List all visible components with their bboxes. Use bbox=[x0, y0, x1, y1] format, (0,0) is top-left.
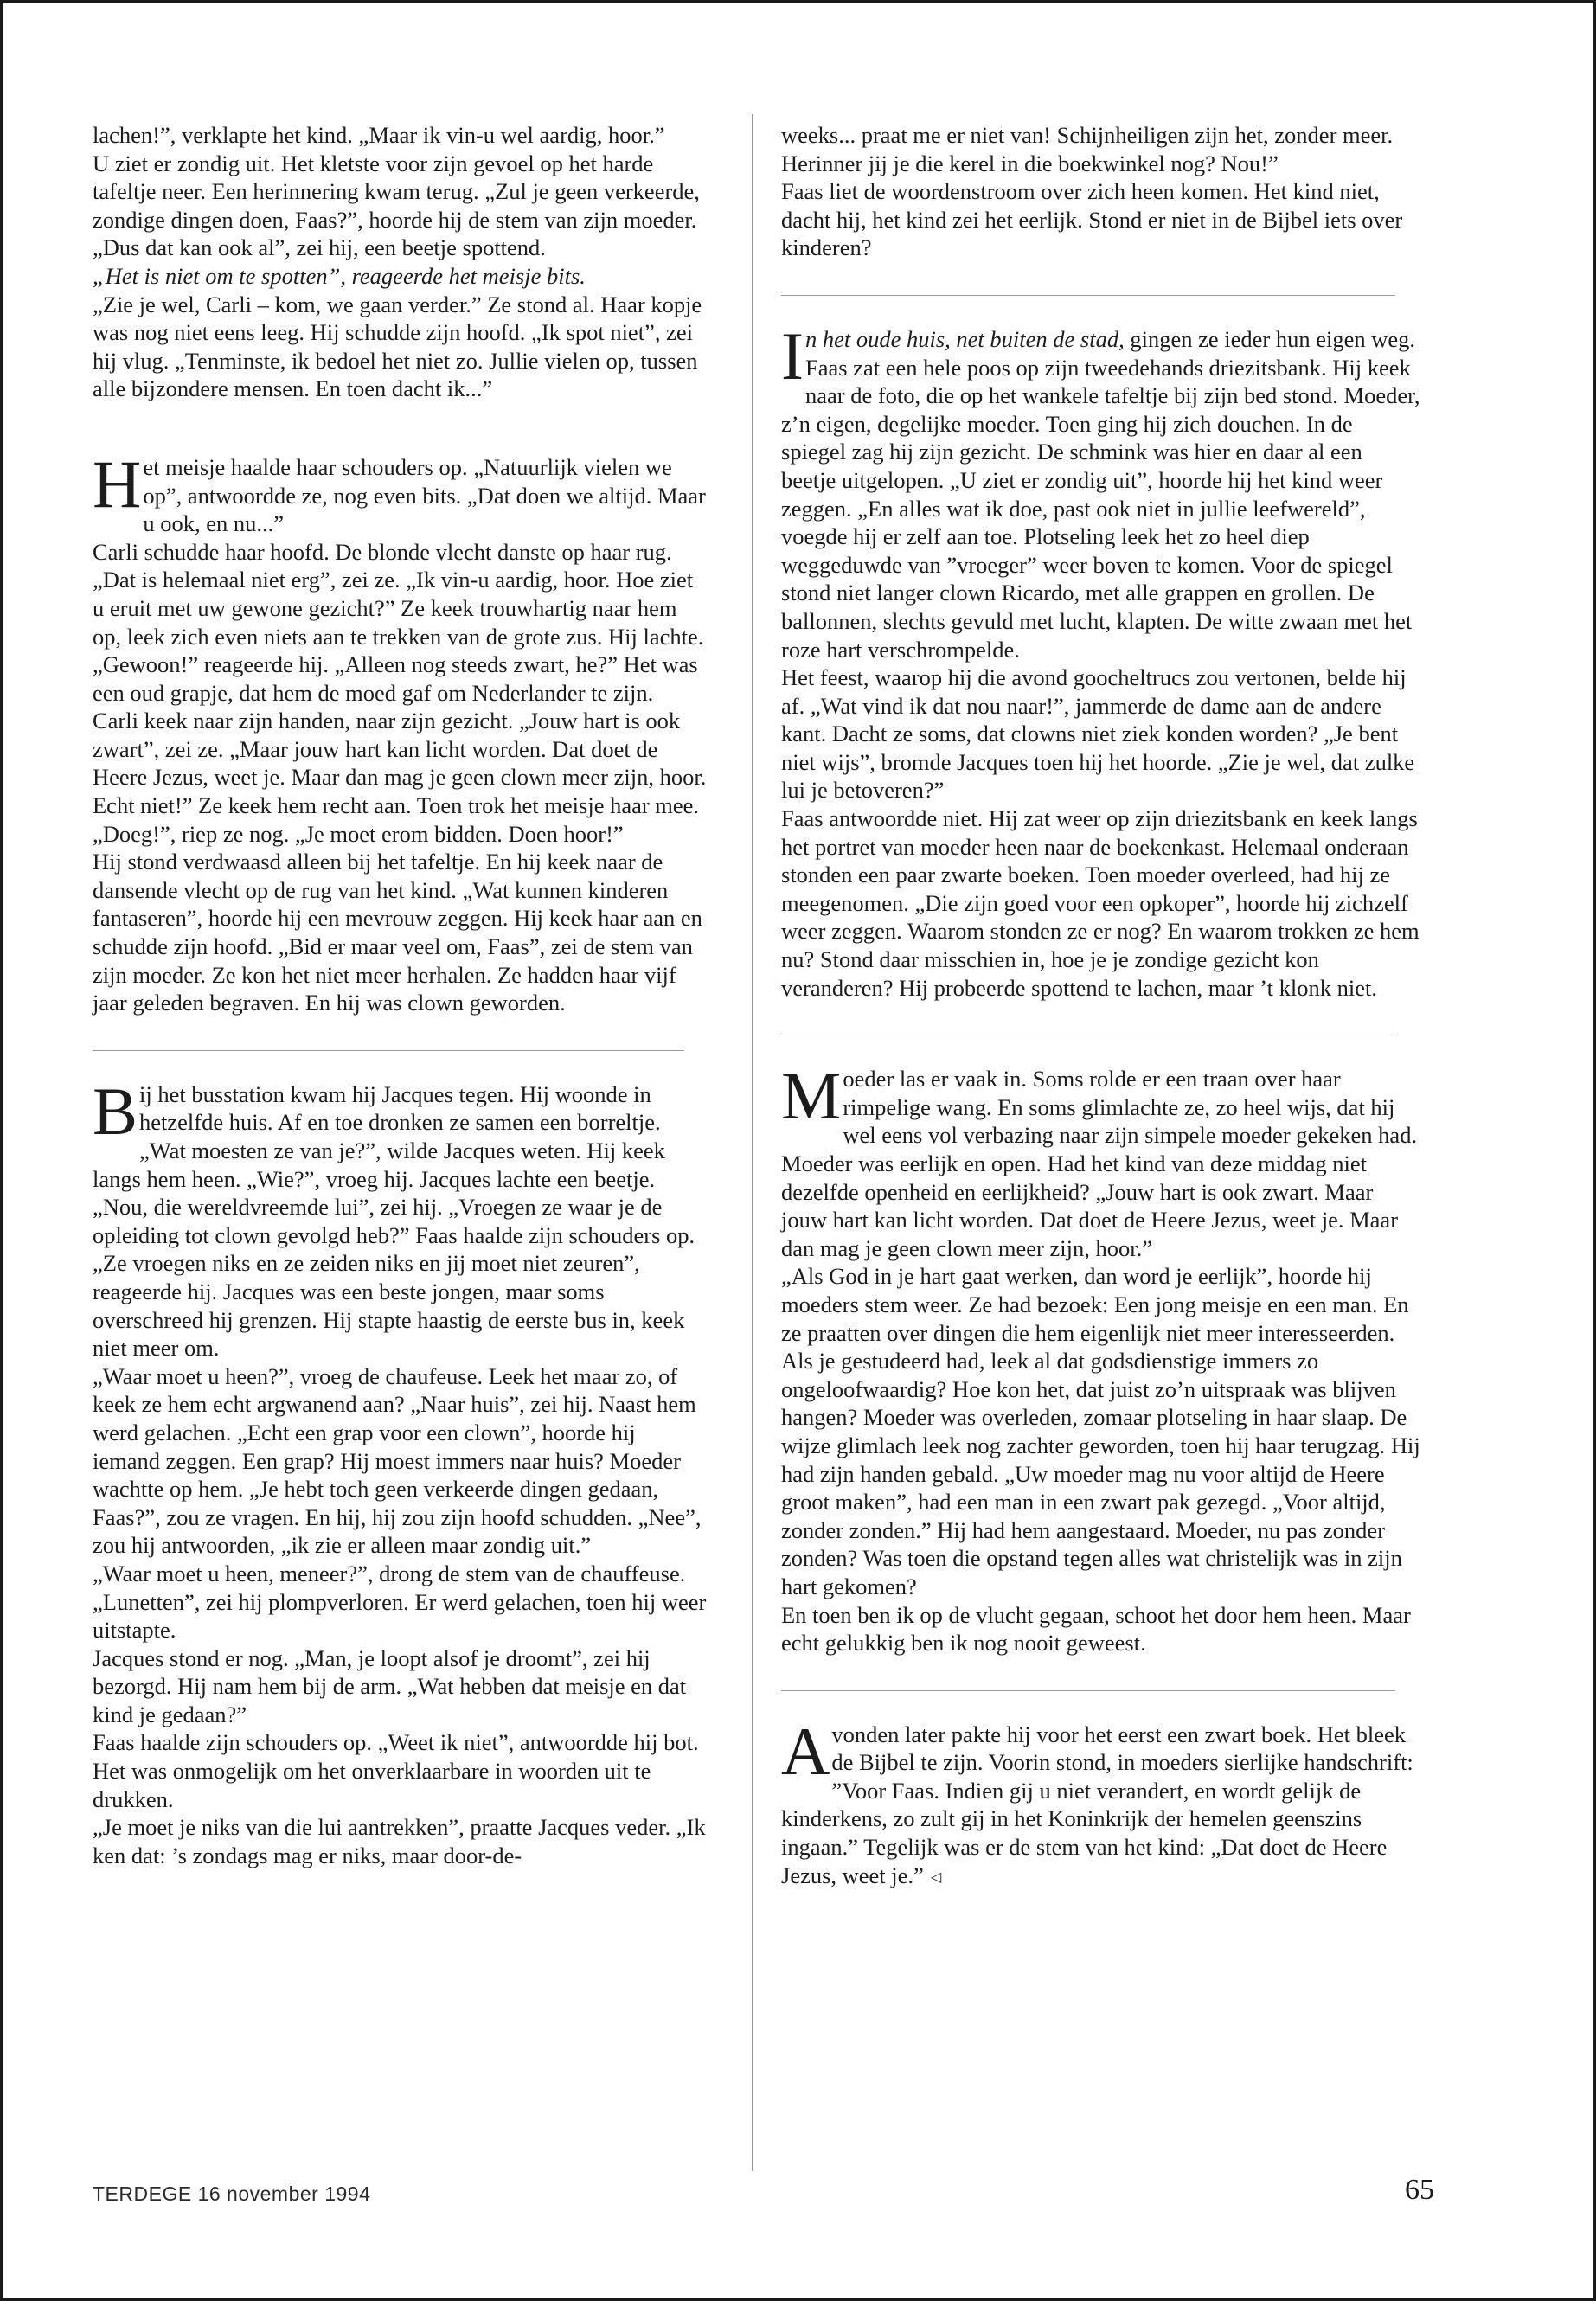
section-paragraph: Faas haalde zijn schouders op. „Weet ik niet”, antwoordde hij bot. Het was onmogelijk om het onverklaarbare in woorden uit te drukken. bbox=[93, 1729, 699, 1812]
end-triangle-icon: ◁ bbox=[930, 1869, 942, 1885]
section-m bbox=[781, 1058, 1421, 1657]
section-paragraph: En toen ben ik op de vlucht gegaan, schoot het door hem heen. Maar echt gelukkig ben ik nog nooit geweest. bbox=[781, 1601, 1411, 1657]
publication-footer: TERDEGE 16 november 1994 bbox=[93, 2182, 371, 2205]
drop-cap: A bbox=[781, 1713, 830, 1789]
section-separator bbox=[781, 1690, 1395, 1691]
section-paragraph: „Als God in je hart gaat werken, dan word je eerlijk”, hoorde hij moeders stem weer. Ze had bezoek: Een jong meisje en een man. En ze praatten over dingen die hem eigenlijk niet meer interesseerden. Als je gestudeerd had, leek al dat godsdienstige immers zo ongeloofwaardig? Hoe kon het, dat juist zo’n uitspraak was blijven hangen? Moeder was overleden, zomaar plotseling in haar slaap. De wijze glimlach leek nog zachter geworden, toen hij haar terugzag. Hij had zijn handen gebald. „Uw moeder mag nu voor altijd de Heere groot maken”, had een man in een zwart pak gezegd. „Voor altijd, zonder zonden.” Hij had hem aangestaard. Moeder, nu pas zonder zonden? Was toen die opstand tegen alles wat christelijk was in zijn hart gekomen? bbox=[781, 1263, 1420, 1599]
drop-cap: H bbox=[93, 445, 142, 522]
section-paragraph: Jacques stond er nog. „Man, je loopt alsof je droomt”, zei hij bezorgd. Hij nam hem bij de arm. „Wat hebben dat meisje en dat kind je gedaan?” bbox=[93, 1644, 687, 1727]
left-paragraph: „Dus dat kan ook al”, zei hij, een beetje spottend. bbox=[93, 234, 546, 261]
section-h bbox=[93, 445, 708, 1017]
section-paragraph: gingen ze ieder hun eigen weg. Faas zat een hele poos op zijn tweedehands driezitsbank. Hij keek naar de foto, die op het wankele tafeltje bij zijn bed stond. Moeder, z’n eigen, degelijke moeder. Toen ging hij zich douchen. In de spiegel zag hij zijn gezicht. De schmink was hier en daar al een beetje uitgelopen. „U ziet er zondig uit”, hoorde hij het kind weer zeggen. „En alles wat ik doe, past ook niet in jullie leefwereld”, voegde hij er zelf aan toe. Plotseling leek het zo heel diep weggeduwde van ”vroeger” weer boven te komen. Voor de spiegel stond niet langer clown Ricardo, met alle grappen en grollen. De ballonnen, slechts gevuld met lucht, klapten. De witte zwaan met het roze hart verschrompelde. bbox=[781, 325, 1420, 663]
column-divider bbox=[752, 114, 753, 2171]
drop-cap: I bbox=[781, 317, 804, 394]
section-a bbox=[781, 1713, 1421, 1893]
right-paragraph: Faas liet de woordenstroom over zich heen komen. Het kind niet, dacht hij, het kind zei het eerlijk. Stond er niet in de Bijbel iets over kinderen? bbox=[781, 178, 1403, 261]
section-paragraph: Carli schudde haar hoofd. De blonde vlecht danste op haar rug. „Dat is helemaal niet erg”, zei ze. „Ik vin-u aardig, hoor. Hoe ziet u eruit met uw gewone gezicht?” Ze keek trouwhartig naar hem op, leek zich even niets aan te trekken van de grote zus. Hij lachte. „Gewoon!” reageerde hij. „Alleen nog steeds zwart, he?” Het was een oud grapje, dat hem de moed gaf om Nederlander te zijn. bbox=[93, 538, 704, 706]
left-column bbox=[93, 121, 708, 1869]
section-separator bbox=[93, 1050, 684, 1051]
section-paragraph: „Lunetten”, zei hij plompverloren. Er werd gelachen, toen hij weer uitstapte. bbox=[93, 1588, 707, 1644]
section-paragraph: „Waar moet u heen?”, vroeg de chaufeuse. Leek het maar zo, of keek ze hem echt argwanend aan? „Naar huis”, zei hij. Naast hem werd gelachen. „Echt een grap voor een clown”, hoorde hij iemand zeggen. Een grap? Hij moest immers naar huis? Moeder wachtte op hem. „Je hebt toch geen verkeerde dingen gedaan, Faas?”, zou ze vragen. En hij, hij zou zijn hoofd schudden. „Nee”, zou hij antwoorden, „ik zie er alleen maar zondig uit.” bbox=[93, 1362, 702, 1559]
left-paragraph: „Zie je wel, Carli – kom, we gaan verder.” Ze stond al. Haar kopje was nog niet eens leeg. Hij schudde zijn hoofd. „Ik spot niet”, zei hij vlug. „Tenminste, ik bedoel het niet zo. Jullie vielen op, tussen alle bijzondere mensen. En toen dacht ik...” bbox=[93, 291, 702, 402]
left-paragraph: „Het is niet om te spotten”, reageerde het meisje bits. bbox=[93, 262, 586, 289]
section-paragraph: Hij stond verdwaasd alleen bij het tafeltje. En hij keek naar de dansende vlecht op de rug van het kind. „Wat kunnen kinderen fantaseren”, hoorde hij een mevrouw zeggen. Hij keek haar aan en schudde zijn hoofd. „Bid er maar veel om, Faas”, zei de stem van zijn moeder. Ze kon het niet meer herhalen. Ze hadden haar vijf jaar geleden begraven. En hij was clown geworden. bbox=[93, 849, 702, 1016]
left-paragraph: U ziet er zondig uit. Het kletste voor zijn gevoel op het harde tafeltje neer. Een herinnering kwam terug. „Zul je geen verkeerde, zondige dingen doen, Faas?”, hoorde hij de stem van zijn moeder. bbox=[93, 150, 700, 233]
left-paragraph: lachen!”, verklapte het kind. „Maar ik vin-u wel aardig, hoor.” bbox=[93, 122, 665, 148]
section-paragraph: Carli keek naar zijn handen, naar zijn gezicht. „Jouw hart is ook zwart”, zei ze. „Maar jouw hart kan licht worden. Dat doet de Heere Jezus, weet je. Maar dan mag je geen clown meer zijn, hoor. Echt niet!” Ze keek hem recht aan. Toen trok het meisje haar mee. „Doeg!”, riep ze nog. „Je moet erom bidden. Doen hoor!” bbox=[93, 708, 707, 847]
section-paragraph: „Je moet je niks van die lui aantrekken”, praatte Jacques veder. „Ik ken dat: ’s zondags mag er niks, maar door-de- bbox=[93, 1814, 706, 1868]
right-column bbox=[781, 121, 1421, 1892]
right-paragraph: weeks... praat me er niet van! Schijnheiligen zijn het, zonder meer. Herinner jij je die kerel in die boekwinkel nog? Nou!” bbox=[781, 122, 1394, 176]
drop-cap: M bbox=[781, 1058, 842, 1134]
lead-italic: n het oude huis, net buiten de stad, bbox=[804, 325, 1125, 352]
section-paragraph: oeder las er vaak in. Soms rolde er een traan over haar rimpelige wang. En soms glimlachte ze, zo heel wijs, dat hij wel eens vol verbazing naar zijn simpele moeder gekeken had. Moeder was eerlijk en open. Had het kind van deze middag niet dezelfde openheid en eerlijkheid? „Jouw hart is ook zwart. Maar jouw hart kan licht worden. Dat doet de Heere Jezus, weet je. Maar dan mag je geen clown meer zijn, hoor.” bbox=[781, 1066, 1418, 1261]
section-i bbox=[781, 317, 1421, 1002]
drop-cap: B bbox=[93, 1073, 138, 1149]
section-paragraph: Faas antwoordde niet. Hij zat weer op zijn driezitsbank en keek langs het portret van moeder heen naar de boekenkast. Helemaal onderaan stonden een paar zwarte boeken. Toen moeder overleed, had hij ze meegenomen. „Die zijn goed voor een opkoper”, hoorde hij zichzelf weer zeggen. Waarom stonden ze er nog? En waarom trokken ze hem nu? Stond daar misschien in, hoe je je zondige gezicht kon veranderen? Hij probeerde spottend te lachen, maar ’t klonk niet. bbox=[781, 805, 1420, 1001]
section-separator bbox=[781, 295, 1395, 296]
section-paragraph: et meisje haalde haar schouders op. „Natuurlijk vielen we op”, antwoordde ze, nog even bits. „Dat doen we altijd. Maar u ook, en nu...” bbox=[143, 453, 706, 537]
section-b bbox=[93, 1073, 708, 1870]
page-number: 65 bbox=[1405, 2174, 1434, 2206]
section-paragraph: ij het busstation kwam hij Jacques tegen. Hij woonde in hetzelfde huis. Af en toe dronken ze samen een borreltje. „Wat moesten ze van je?”, wilde Jacques weten. Hij keek langs hem heen. „Wie?”, vroeg hij. Jacques lachte een beetje. „Nou, die wereldvreemde lui”, zei hij. „Vroegen ze waar je de opleiding tot clown gevolgd heb?” Faas haalde zijn schouders op. „Ze vroegen niks en ze zeiden niks en jij moet niet zeuren”, reageerde hij. Jacques was een beste jongen, maar soms overschreed hij grenzen. Hij stapte haastig de eerste bus in, keek niet meer om. bbox=[93, 1080, 695, 1362]
section-paragraph: Het feest, waarop hij die avond goocheltrucs zou vertonen, belde hij af. „Wat vind ik dat nou naar!”, jammerde de dame aan de andere kant. Dacht ze soms, dat clowns niet ziek konden worden? „Je bent niet wijs”, bromde Jacques toen hij het hoorde. „Zie je wel, dat zulke lui je betoveren?” bbox=[781, 664, 1415, 804]
section-paragraph: „Waar moet u heen, meneer?”, drong de stem van de chauffeuse. bbox=[93, 1560, 686, 1586]
section-paragraph: vonden later pakte hij voor het eerst een zwart boek. Het bleek de Bijbel te zijn. Voorin stond, in moeders sierlijke handschrift: ”Voor Faas. Indien gij u niet verandert, en wordt gelijk de kinderkens, zo zult gij in het Koninkrijk der hemelen geenszins ingaan.” Tegelijk was er de stem van het kind: „Dat doet de Heere Jezus, weet je.” bbox=[781, 1721, 1413, 1888]
